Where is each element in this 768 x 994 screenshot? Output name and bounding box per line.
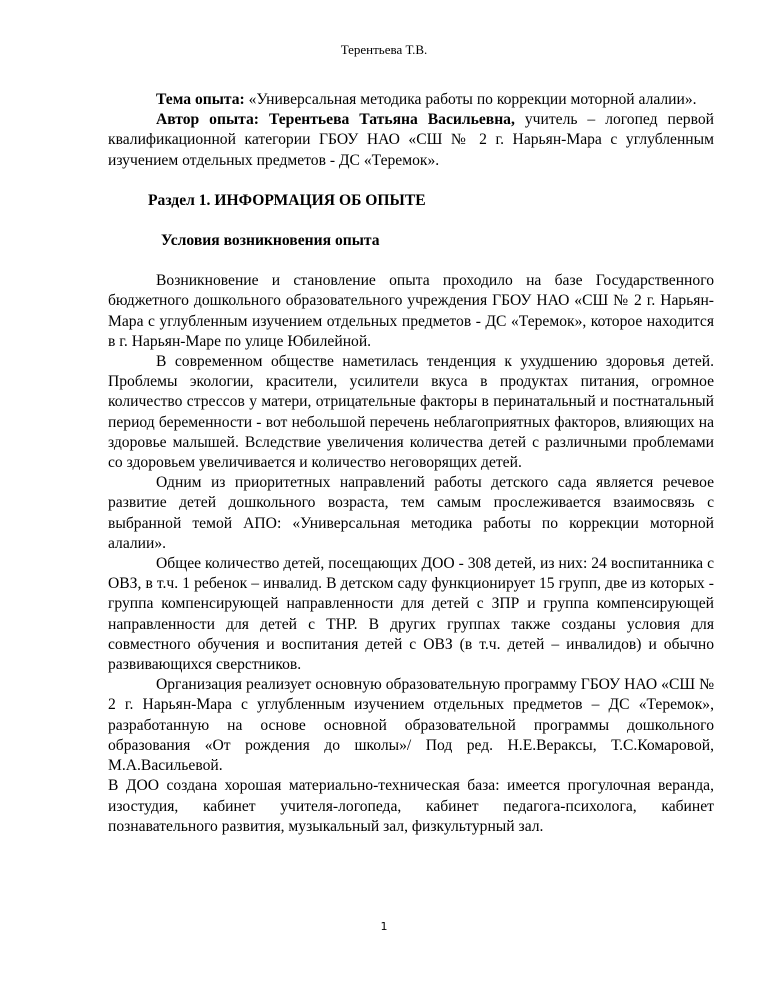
- author-text: учитель – логопед первой квалификационной категории ГБОУ НАО «СШ № 2 г. Нарьян-Мара с углубленным изучением отдельных предметов - ДС «Теремок».: [108, 111, 714, 169]
- body-paragraph: В ДОО создана хорошая материально-техническая база: имеется прогулочная веранда, изостудия, кабинет учителя-логопеда, кабинет педагога-психолога, кабинет познавательного развития, музыкальный зал, физкультурный зал.: [108, 777, 714, 835]
- body-paragraph: Возникновение и становление опыта проходило на базе Государственного бюджетного дошкольного образовательного учреждения ГБОУ НАО «СШ № 2 г. Нарьян-Мара с углубленным изучением отдельных предметов - ДС «Теремок», которое находится в г. Нарьян-Маре по улице Юбилейной.: [108, 272, 714, 350]
- body-paragraph: Организация реализует основную образовательную программу ГБОУ НАО «СШ № 2 г. Нарьян-Мара с углубленным изучением отдельных предметов – ДС «Теремок», разработанную на основе основной образовательной программы дошкольного образования «От рождения до школы»/ Под ред. Н.Е.Вераксы, Т.С.Комаровой, М.А.Васильевой.: [108, 676, 714, 775]
- section-heading: Раздел 1. ИНФОРМАЦИЯ ОБ ОПЫТЕ: [148, 191, 426, 209]
- author-paragraph: [108, 110, 714, 171]
- subsection-heading: Условия возникновения опыта: [161, 232, 380, 250]
- author-label: Автор опыта: Терентьева Татьяна Васильевна,: [156, 111, 515, 129]
- body-paragraph: Общее количество детей, посещающих ДОО - 308 детей, из них: 24 воспитанника с ОВЗ, в т.ч. 1 ребенок – инвалид. В детском саду функционирует 15 групп, две из которых - группа компенсирующей направленности для детей с ЗПР и группа компенсирующей направленности для детей с ТНР. В других группах также созданы условия для совместного обучения и воспитания детей с ОВЗ (в т.ч. детей – инвалидов) и обычно развивающихся сверстников.: [108, 555, 714, 674]
- body-paragraph: В современном обществе наметилась тенденция к ухудшению здоровья детей. Проблемы экологии, красители, усилители вкуса в продуктах питания, огромное количество стрессов у матери, отрицательные факторы в перинатальный и постнатальный период беременности - вот небольшой перечень неблагоприятных факторов, влияющих на здоровье малышей. Вследствие увеличения количества детей с различными проблемами со здоровьем увеличивается и количество неговорящих детей.: [108, 353, 714, 472]
- page-number: 1: [380, 920, 388, 933]
- page-header: Терентьева Т.В.: [340, 42, 428, 57]
- theme-text: «Универсальная методика работы по коррекции моторной алалии».: [244, 91, 697, 108]
- document-body: [108, 90, 714, 837]
- theme-label: Тема опыта:: [156, 91, 245, 108]
- body-paragraph: Одним из приоритетных направлений работы детского сада является речевое развитие детей дошкольного возраста, тем самым прослеживается взаимосвязь с выбранной темой АПО: «Универсальная методика работы по коррекции моторной алалии».: [108, 474, 714, 552]
- theme-paragraph: [108, 90, 714, 110]
